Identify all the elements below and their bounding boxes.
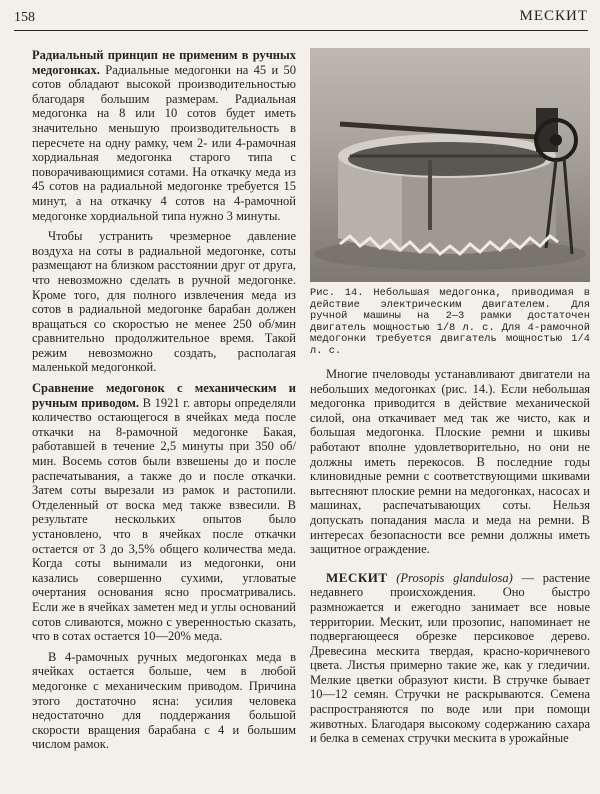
header-rule — [14, 30, 588, 31]
figure-extractor-photo — [310, 48, 590, 282]
right-column — [310, 48, 590, 746]
running-head: МЕСКИТ — [519, 8, 588, 24]
paragraph-heading: Сравнение медогонок с механическим и ручным приводом. — [32, 381, 296, 410]
page-number: 158 — [14, 10, 35, 25]
paragraph-radial-principle: Радиальный принцип не применим в ручных медогонках. Радиальные медогонки на 45 и 50 сотов обладают высокой производительностью благодаря большим размерам. Радиальная медогонка на 8 или 10 сотов будет иметь значительно меньшую производительность в пересчете на одну рамку, чем 2- или 4-рамочная хордиальная медогонка старого типа с поворачивающимися сотами. На откачку меда из 45 сотов на радиальной медогонке требуется 15 минут, а на откачку 4 сотов на 4-рамочной медогонке хордиальной типа нужно 3 минуты. — [32, 48, 296, 223]
paragraph-four-frame: В 4-рамочных ручных медогонках меда в ячейках остается больше, чем в любой медогонке с механическим приводом. Причина этого достаточно ясна: усилия человека недостаточно для поддержания большой скорости вращения барабана с 4 и большим числом рамок. — [32, 649, 296, 752]
latin-name: (Prosopis glandulosa) — [396, 570, 513, 585]
entry-heading: МЕСКИТ — [326, 569, 388, 585]
paragraph-comparison: Сравнение медогонок с механическим и ручным приводом. В 1921 г. авторы определяли количество остающегося в ячейках меда после откачки на 8-рамочной медогонке Бакая, работавшей в течение 2,5 минуты при 350 об/мин. Восемь сотов были взвешены до и после распечатывания, а также до и после откачки. Затем соты вырезали из рамок и растопили. Отделенный от воска мед также взвесили. В результате нескольких опытов было установлено, что в ячейках после откачки остается от 3 до 3,5% общего количества меда. Когда соты вынимали из медогонки, они казались совершенно сухими, угловатые очертания основания ясно просматривались. Если же в ячейках заметен мед и углы оснований сотов сливаются, можно с уверенностью сказать, что в сотах остается 10—20% меда. — [32, 381, 296, 644]
figure-caption: Рис. 14. Небольшая медогонка, приводимая в действие электрическим двигателем. Для ручной машины на 2—3 рамки достаточен двигатель мощностью 1/8 л. с. Для 4-рамочной медогонки требуется двигатель мощностью 1/4 л. с. — [310, 287, 590, 357]
paragraph-motors: Многие пчеловоды устанавливают двигатели на небольших медогонках (рис. 14.). Если небольшая медогонка приводится в действие механической силой, она откачивает мед так же чисто, как и большая медогонка. Плоские ремни и шкивы работают вполне удовлетворительно, но они не должны иметь перекосов. В последние годы клиновидные ремни с соответствующими шкивами вытесняют плоские ремни на медогонках, насосах и машинах, распечатывающих соты. Нельзя допускать попадания масла и меда на ремни. В интересах безопасности все ремни должны иметь защитное ограждение. — [310, 367, 590, 557]
left-column — [32, 48, 296, 752]
page-header — [14, 8, 588, 30]
paragraph-heading: Радиальный принцип не применим в ручных медогонках. — [32, 48, 296, 77]
paragraph-air-pressure: Чтобы устранить чрезмерное давление воздуха на соты в радиальной медогонке, соты размещают на близком расстоянии друг от друга, что невозможно сделать в ручной медогонке. Кроме того, для полного извлечения меда из сотов в радиальной медогонке барабан должен вращаться со скоростью не менее 250 об/мин сравнительно продолжительное время. Такой режим невозможно создать, располагая маленькой медогонкой. — [32, 229, 296, 375]
extractor-illustration — [310, 48, 590, 282]
paragraph-mesquite: МЕСКИТ (Prosopis glandulosa) — растение недавнего происхождения. Оно быстро размножается и ежегодно занимает все новые территории. Мескит, или прозопис, напоминает не подвергающееся обрезке персиковое дерево. Древесина мескита твердая, красно-коричневого цвета. Листья примерно такие же, как у гледичии. Мелкие цветки образуют кисти. В стручке бывает 10—12 семян. Стручки не раскрываются. Семена распространяются по воде или при помощи животных. Благодаря высокому содержанию сахара и белка в семенах стручки мескита в урожайные — [310, 569, 591, 746]
